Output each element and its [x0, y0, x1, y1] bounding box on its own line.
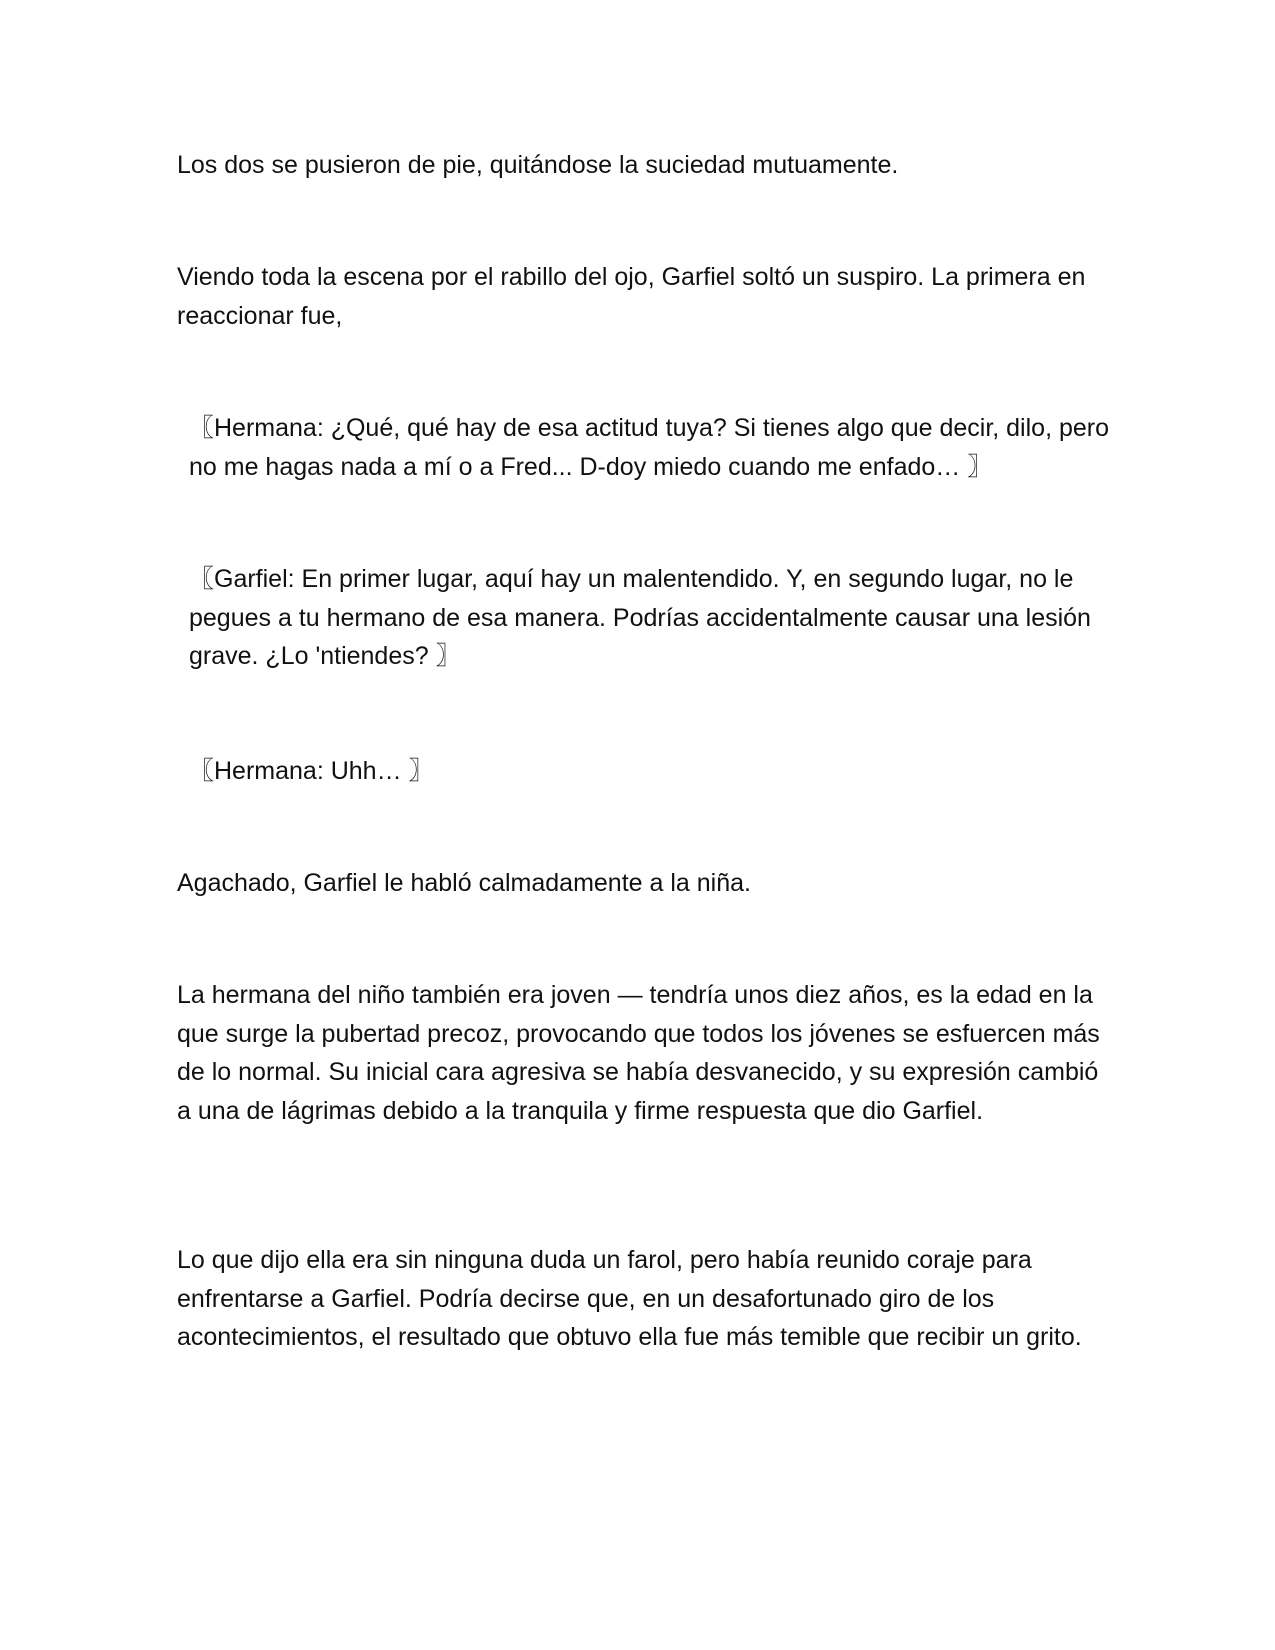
paragraph-4: La hermana del niño también era joven — tendría unos diez años, es la edad en la que surge la pubertad precoz, provocando que todos los jóvenes se esfuercen más de lo normal. Su inicial cara agresiva se había desvanecido, y su expresión cambió a una de lágrimas debido a la tranquila y firme respuesta que dio Garfiel. [177, 981, 1100, 1125]
paragraph-3: Agachado, Garfiel le habló calmadamente a la niña. [177, 869, 751, 897]
dialogue-hermana-1: 〖Hermana: ¿Qué, qué hay de esa actitud tuya? Si tienes algo que decir, dilo, pero no me hagas nada a mí o a Fred... D-doy miedo cuando me enfado… 〗 [189, 414, 1109, 481]
dialogue-hermana-2: 〖Hermana: Uhh… 〗 [189, 757, 434, 785]
paragraph-1: Los dos se pusieron de pie, quitándose la suciedad mutuamente. [177, 151, 899, 179]
dialogue-garfiel-1: 〖Garfiel: En primer lugar, aquí hay un malentendido. Y, en segundo lugar, no le pegues a tu hermano de esa manera. Podrías accidentalmente causar una lesión grave. ¿Lo 'ntiendes? 〗 [189, 565, 1091, 670]
paragraph-2: Viendo toda la escena por el rabillo del ojo, Garfiel soltó un suspiro. La primera en reaccionar fue, [177, 263, 1086, 330]
paragraph-5: Lo que dijo ella era sin ninguna duda un farol, pero había reunido coraje para enfrentarse a Garfiel. Podría decirse que, en un desafortunado giro de los acontecimientos, el resultado que obtuvo ella fue más temible que recibir un grito. [177, 1246, 1082, 1351]
